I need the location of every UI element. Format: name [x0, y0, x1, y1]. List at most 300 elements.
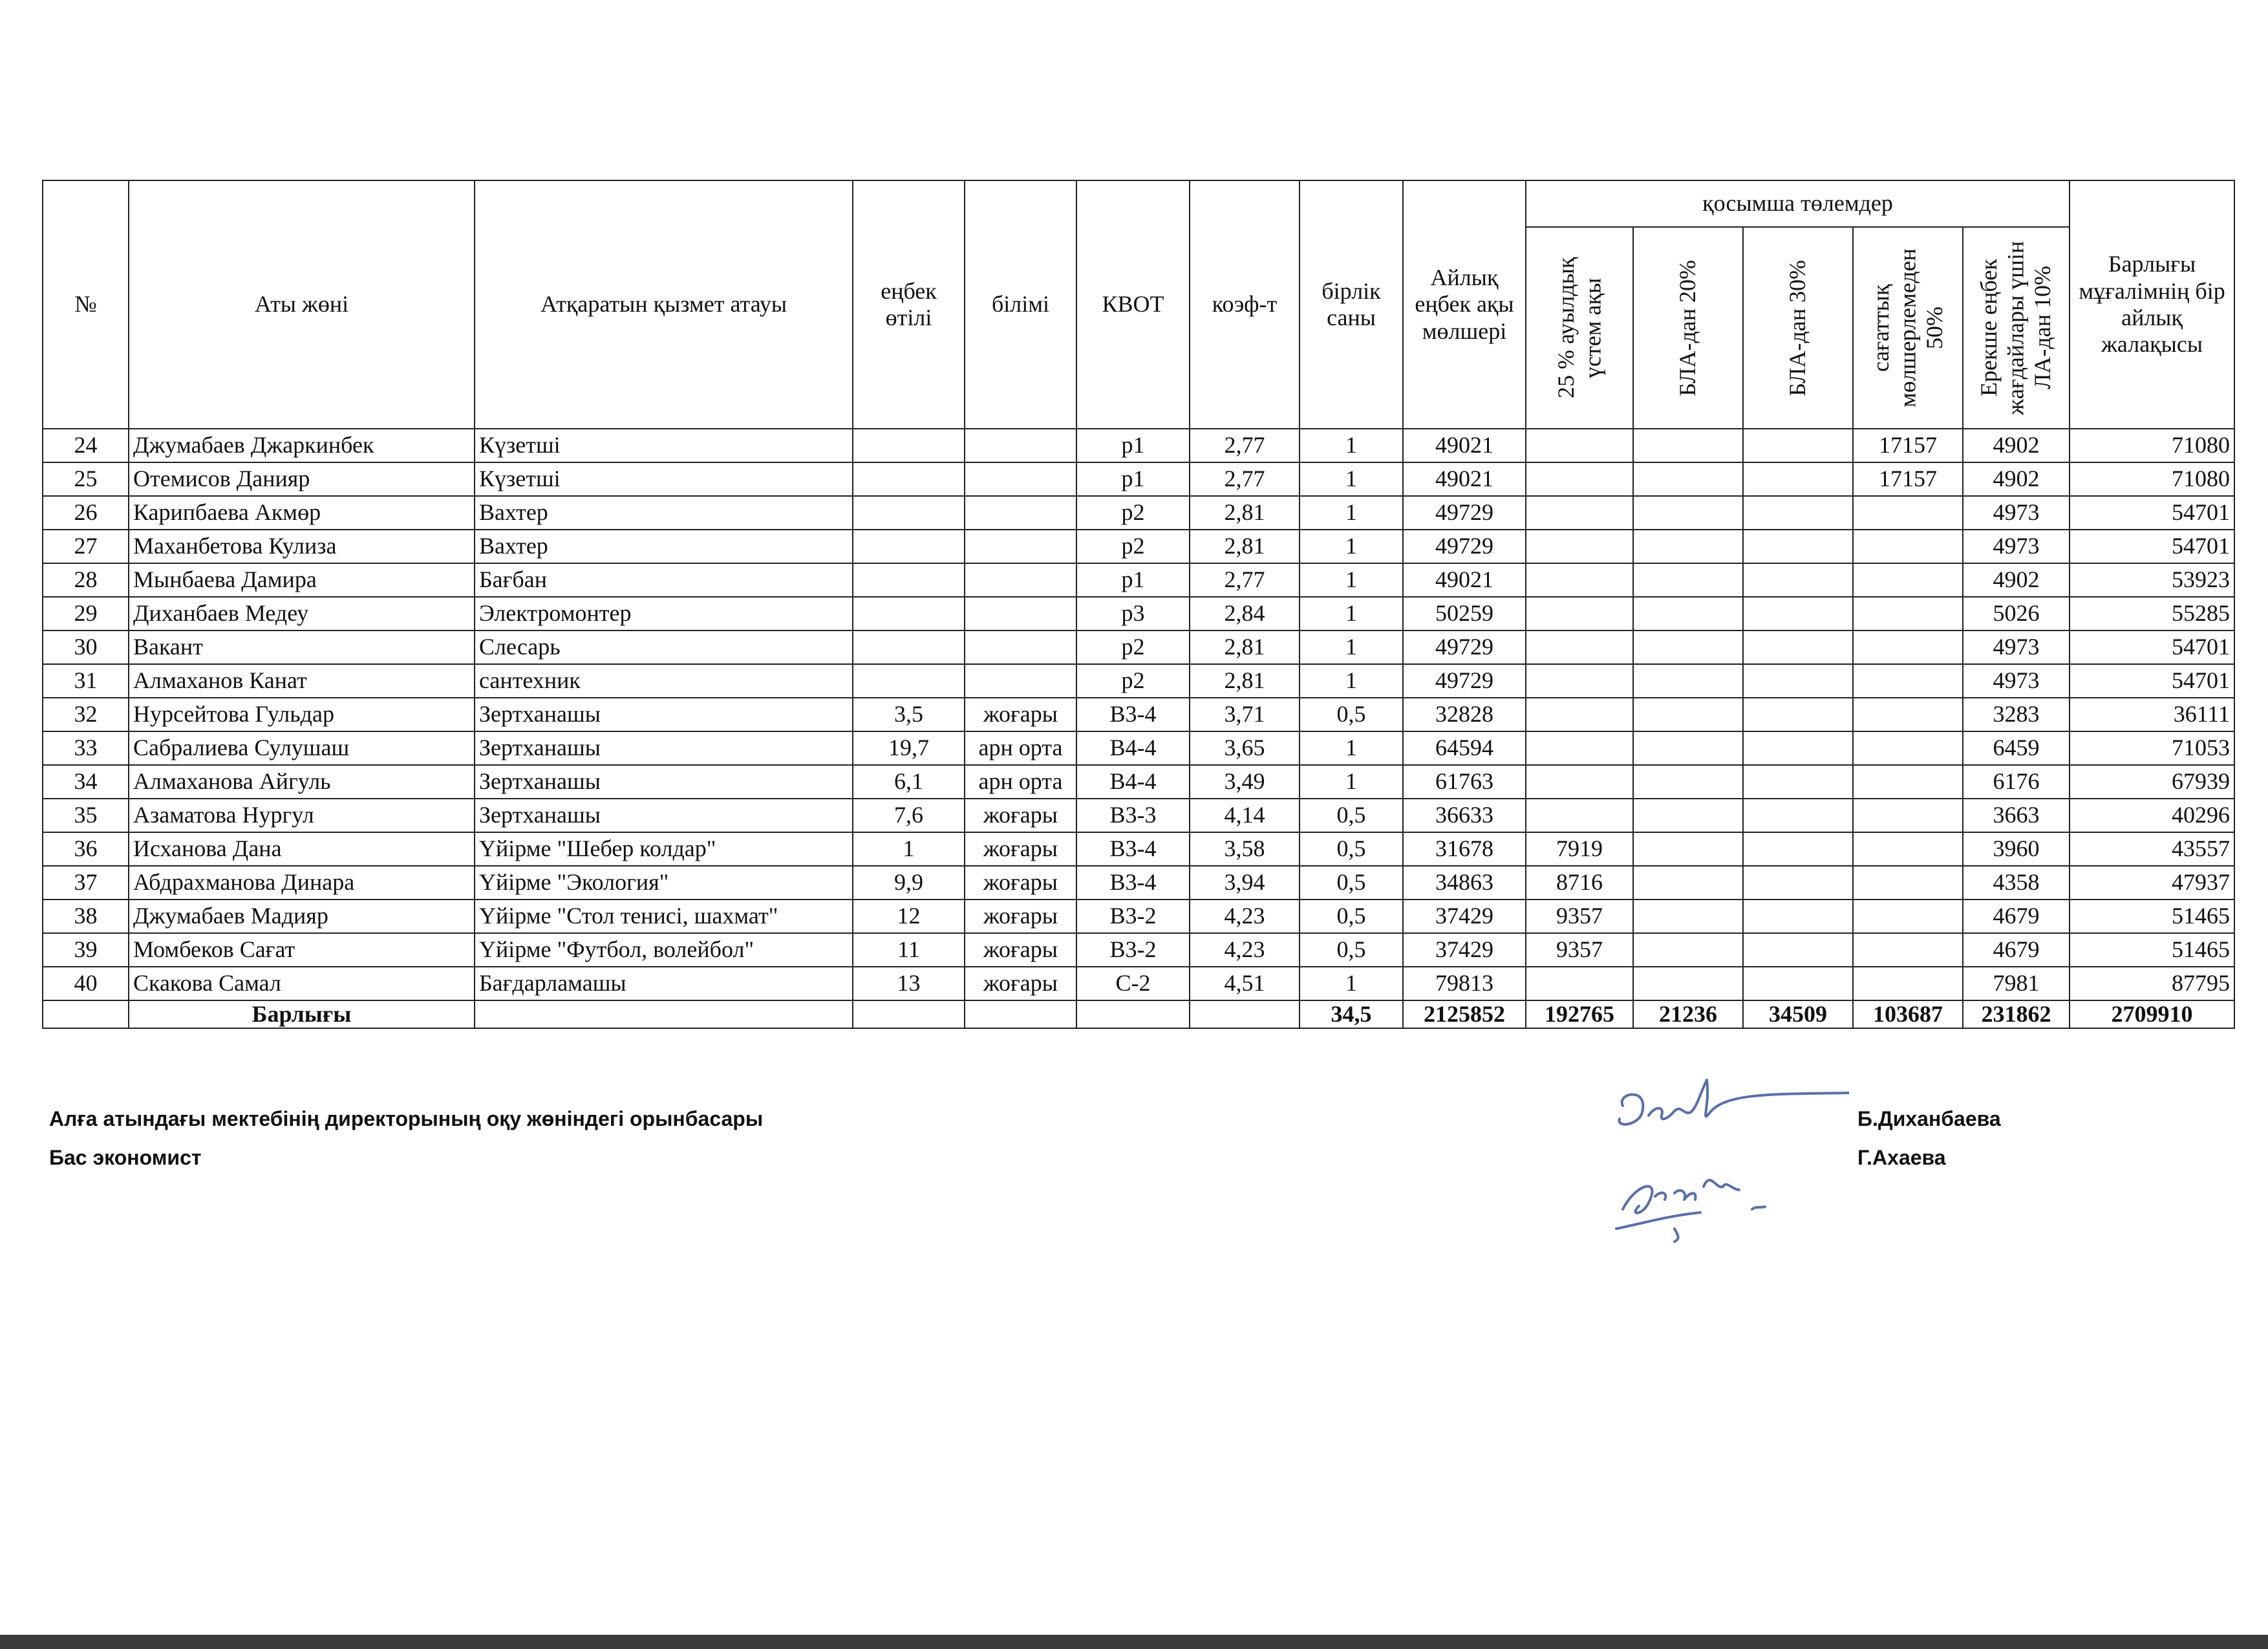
- cell-monthly: 49021: [1403, 563, 1526, 597]
- cell-education: [965, 429, 1076, 462]
- cell-experience: 3,5: [853, 698, 965, 731]
- cell-units: 0,5: [1300, 866, 1403, 900]
- cell-units: 1: [1300, 967, 1403, 1000]
- cell-special10: 4973: [1963, 530, 2070, 563]
- cell-units: 0,5: [1300, 698, 1403, 731]
- cell-special10: 4679: [1963, 900, 2070, 933]
- cell-num: 26: [43, 496, 129, 530]
- cell-units: 1: [1300, 429, 1403, 462]
- cell-bla20: [1633, 698, 1743, 731]
- cell-units: 0,5: [1300, 799, 1403, 832]
- cell-monthly: 49021: [1403, 462, 1526, 496]
- cell-bla20: [1633, 967, 1743, 1000]
- cell-bla30: [1743, 462, 1853, 496]
- cell-name: Маханбетова Кулиза: [129, 530, 475, 563]
- cell-bla20: [1633, 630, 1743, 664]
- cell-special10: 4973: [1963, 496, 2070, 530]
- cell-education: [965, 530, 1076, 563]
- table-row: [43, 933, 2234, 967]
- header-bla30: БЛА-дан 30%: [1743, 227, 1853, 429]
- totals-bla20: 21236: [1633, 1000, 1743, 1028]
- header-monthly-salary: Айлық еңбек ақы мөлшері: [1403, 180, 1526, 429]
- cell-hourly50: [1853, 866, 1963, 900]
- cell-total: 36111: [2070, 698, 2234, 731]
- cell-education: жоғары: [965, 866, 1076, 900]
- cell-bla20: [1633, 799, 1743, 832]
- cell-rural25: [1526, 664, 1633, 698]
- cell-rural25: [1526, 530, 1633, 563]
- cell-kvot: р1: [1076, 563, 1190, 597]
- cell-coef: 2,77: [1190, 429, 1300, 462]
- cell-total: 67939: [2070, 765, 2234, 799]
- totals-special10: 231862: [1963, 1000, 2070, 1028]
- cell-name: Карипбаева Акмөр: [129, 496, 475, 530]
- economist-name: Г.Ахаева: [1857, 1146, 1946, 1169]
- table-row: [43, 866, 2234, 900]
- cell-coef: 2,81: [1190, 530, 1300, 563]
- cell-coef: 2,77: [1190, 563, 1300, 597]
- cell-position: Үйірме "Футбол, волейбол": [475, 933, 853, 967]
- cell-num: 33: [43, 731, 129, 765]
- cell-education: [965, 597, 1076, 630]
- cell-experience: [853, 462, 965, 496]
- cell-monthly: 49729: [1403, 530, 1526, 563]
- cell-num: 38: [43, 900, 129, 933]
- cell-rural25: [1526, 563, 1633, 597]
- header-special10: Ерекше еңбек жағдайлары үшін ЛА-дан 10%: [1963, 227, 2070, 429]
- cell-total: 71080: [2070, 429, 2234, 462]
- cell-position: Вахтер: [475, 530, 853, 563]
- cell-units: 1: [1300, 530, 1403, 563]
- cell-name: Алмаханова Айгуль: [129, 765, 475, 799]
- totals-rural25: 192765: [1526, 1000, 1633, 1028]
- cell-num: 40: [43, 967, 129, 1000]
- cell-units: 1: [1300, 563, 1403, 597]
- cell-rural25: [1526, 731, 1633, 765]
- cell-bla30: [1743, 765, 1853, 799]
- cell-units: 1: [1300, 597, 1403, 630]
- cell-hourly50: 17157: [1853, 462, 1963, 496]
- cell-hourly50: [1853, 799, 1963, 832]
- totals-units: 34,5: [1300, 1000, 1403, 1028]
- cell-num: 39: [43, 933, 129, 967]
- cell-special10: 3283: [1963, 698, 2070, 731]
- cell-monthly: 79813: [1403, 967, 1526, 1000]
- cell-total: 87795: [2070, 967, 2234, 1000]
- totals-kvot: [1076, 1000, 1190, 1028]
- table-row: [43, 563, 2234, 597]
- cell-hourly50: 17157: [1853, 429, 1963, 462]
- header-name: Аты жөні: [129, 180, 475, 429]
- table-row: [43, 429, 2234, 462]
- cell-bla20: [1633, 933, 1743, 967]
- cell-special10: 4902: [1963, 429, 2070, 462]
- cell-total: 47937: [2070, 866, 2234, 900]
- cell-experience: [853, 597, 965, 630]
- cell-hourly50: [1853, 765, 1963, 799]
- cell-monthly: 37429: [1403, 933, 1526, 967]
- cell-num: 35: [43, 799, 129, 832]
- table-row: [43, 832, 2234, 866]
- cell-hourly50: [1853, 496, 1963, 530]
- cell-num: 27: [43, 530, 129, 563]
- cell-special10: 4973: [1963, 664, 2070, 698]
- cell-units: 0,5: [1300, 900, 1403, 933]
- cell-bla30: [1743, 967, 1853, 1000]
- totals-monthly: 2125852: [1403, 1000, 1526, 1028]
- cell-rural25: [1526, 597, 1633, 630]
- cell-experience: [853, 563, 965, 597]
- cell-hourly50: [1853, 630, 1963, 664]
- cell-kvot: р1: [1076, 429, 1190, 462]
- cell-name: Диханбаев Медеу: [129, 597, 475, 630]
- cell-units: 1: [1300, 731, 1403, 765]
- cell-experience: [853, 664, 965, 698]
- cell-total: 54701: [2070, 630, 2234, 664]
- cell-monthly: 34863: [1403, 866, 1526, 900]
- cell-total: 53923: [2070, 563, 2234, 597]
- cell-num: 30: [43, 630, 129, 664]
- cell-special10: 3663: [1963, 799, 2070, 832]
- totals-education: [965, 1000, 1076, 1028]
- totals-hourly50: 103687: [1853, 1000, 1963, 1028]
- cell-total: 51465: [2070, 900, 2234, 933]
- cell-kvot: р1: [1076, 462, 1190, 496]
- cell-num: 34: [43, 765, 129, 799]
- cell-name: Мынбаева Дамира: [129, 563, 475, 597]
- scan-bottom-edge: [0, 1635, 2268, 1649]
- cell-monthly: 64594: [1403, 731, 1526, 765]
- cell-kvot: С-2: [1076, 967, 1190, 1000]
- cell-special10: 4902: [1963, 462, 2070, 496]
- cell-education: жоғары: [965, 698, 1076, 731]
- cell-hourly50: [1853, 967, 1963, 1000]
- cell-experience: 12: [853, 900, 965, 933]
- cell-coef: 3,49: [1190, 765, 1300, 799]
- cell-position: Зертханашы: [475, 765, 853, 799]
- table-row: [43, 597, 2234, 630]
- header-education: білімі: [965, 180, 1076, 429]
- cell-coef: 3,94: [1190, 866, 1300, 900]
- cell-special10: 6459: [1963, 731, 2070, 765]
- header-total-teacher: Барлығы мұғалімнің бір айлық жалақысы: [2070, 180, 2234, 429]
- cell-total: 54701: [2070, 530, 2234, 563]
- cell-name: Вакант: [129, 630, 475, 664]
- cell-bla20: [1633, 496, 1743, 530]
- cell-coef: 2,81: [1190, 630, 1300, 664]
- totals-total: 2709910: [2070, 1000, 2234, 1028]
- header-hourly50: сағаттық мөлшерлемеден 50%: [1853, 227, 1963, 429]
- table-row: [43, 765, 2234, 799]
- cell-hourly50: [1853, 597, 1963, 630]
- cell-monthly: 49729: [1403, 496, 1526, 530]
- cell-coef: 2,81: [1190, 664, 1300, 698]
- cell-monthly: 32828: [1403, 698, 1526, 731]
- cell-name: Исханова Дана: [129, 832, 475, 866]
- cell-education: [965, 664, 1076, 698]
- cell-name: Сабралиева Сулушаш: [129, 731, 475, 765]
- totals-experience: [853, 1000, 965, 1028]
- cell-position: Үйірме "Стол тенисі, шахмат": [475, 900, 853, 933]
- cell-hourly50: [1853, 530, 1963, 563]
- cell-position: Зертханашы: [475, 731, 853, 765]
- totals-num: [43, 1000, 129, 1028]
- cell-kvot: р2: [1076, 664, 1190, 698]
- cell-education: жоғары: [965, 900, 1076, 933]
- cell-education: [965, 630, 1076, 664]
- cell-units: 1: [1300, 496, 1403, 530]
- cell-bla20: [1633, 563, 1743, 597]
- cell-experience: 6,1: [853, 765, 965, 799]
- cell-kvot: В3-3: [1076, 799, 1190, 832]
- cell-num: 29: [43, 597, 129, 630]
- cell-monthly: 49729: [1403, 664, 1526, 698]
- cell-coef: 2,84: [1190, 597, 1300, 630]
- cell-position: Үйірме "Экология": [475, 866, 853, 900]
- cell-coef: 4,14: [1190, 799, 1300, 832]
- cell-bla30: [1743, 731, 1853, 765]
- cell-name: Джумабаев Джаркинбек: [129, 429, 475, 462]
- cell-kvot: В4-4: [1076, 765, 1190, 799]
- cell-experience: [853, 429, 965, 462]
- table-body: [43, 429, 2234, 1000]
- cell-education: жоғары: [965, 933, 1076, 967]
- cell-bla30: [1743, 630, 1853, 664]
- salary-table: [42, 180, 2235, 1029]
- cell-special10: 4679: [1963, 933, 2070, 967]
- cell-units: 1: [1300, 462, 1403, 496]
- cell-hourly50: [1853, 900, 1963, 933]
- cell-position: Үйірме "Шебер колдар": [475, 832, 853, 866]
- cell-num: 37: [43, 866, 129, 900]
- cell-coef: 3,71: [1190, 698, 1300, 731]
- cell-bla20: [1633, 664, 1743, 698]
- header-additional-payments: қосымша төлемдер: [1526, 180, 2070, 227]
- cell-monthly: 61763: [1403, 765, 1526, 799]
- cell-name: Скакова Самал: [129, 967, 475, 1000]
- cell-special10: 6176: [1963, 765, 2070, 799]
- cell-experience: 7,6: [853, 799, 965, 832]
- header-experience: еңбек өтілі: [853, 180, 965, 429]
- cell-experience: [853, 496, 965, 530]
- cell-bla30: [1743, 799, 1853, 832]
- header-num: №: [43, 180, 129, 429]
- table-row: [43, 900, 2234, 933]
- cell-coef: 2,81: [1190, 496, 1300, 530]
- cell-kvot: В3-2: [1076, 933, 1190, 967]
- cell-rural25: 7919: [1526, 832, 1633, 866]
- signatures-image: [1578, 1054, 1849, 1248]
- cell-num: 31: [43, 664, 129, 698]
- cell-hourly50: [1853, 664, 1963, 698]
- cell-total: 54701: [2070, 664, 2234, 698]
- cell-coef: 4,51: [1190, 967, 1300, 1000]
- cell-num: 36: [43, 832, 129, 866]
- cell-bla20: [1633, 530, 1743, 563]
- cell-rural25: [1526, 429, 1633, 462]
- cell-kvot: р2: [1076, 530, 1190, 563]
- cell-kvot: В3-4: [1076, 832, 1190, 866]
- cell-coef: 2,77: [1190, 462, 1300, 496]
- cell-bla30: [1743, 866, 1853, 900]
- cell-rural25: [1526, 496, 1633, 530]
- cell-position: Слесарь: [475, 630, 853, 664]
- cell-position: Зертханашы: [475, 799, 853, 832]
- cell-monthly: 37429: [1403, 900, 1526, 933]
- cell-position: Күзетші: [475, 462, 853, 496]
- cell-num: 32: [43, 698, 129, 731]
- cell-bla20: [1633, 731, 1743, 765]
- cell-kvot: р2: [1076, 496, 1190, 530]
- cell-experience: [853, 630, 965, 664]
- cell-total: 51465: [2070, 933, 2234, 967]
- cell-bla30: [1743, 496, 1853, 530]
- cell-bla30: [1743, 530, 1853, 563]
- header-rural25: 25 % ауылдық үстем ақы: [1526, 227, 1633, 429]
- cell-num: 28: [43, 563, 129, 597]
- cell-bla30: [1743, 563, 1853, 597]
- header-units: бірлік саны: [1300, 180, 1403, 429]
- cell-rural25: [1526, 630, 1633, 664]
- cell-coef: 4,23: [1190, 933, 1300, 967]
- cell-special10: 5026: [1963, 597, 2070, 630]
- cell-units: 0,5: [1300, 933, 1403, 967]
- cell-position: Бағбан: [475, 563, 853, 597]
- table-header: [43, 180, 2234, 429]
- header-position: Атқаратын қызмет атауы: [475, 180, 853, 429]
- table-row: [43, 967, 2234, 1000]
- deputy-title: Алға атындағы мектебінің директорының оқу жөніндегі орынбасары: [49, 1107, 764, 1130]
- cell-experience: 13: [853, 967, 965, 1000]
- cell-num: 24: [43, 429, 129, 462]
- cell-total: 40296: [2070, 799, 2234, 832]
- cell-bla20: [1633, 866, 1743, 900]
- cell-bla30: [1743, 698, 1853, 731]
- cell-units: 0,5: [1300, 832, 1403, 866]
- totals-position: [475, 1000, 853, 1028]
- totals-bla30: 34509: [1743, 1000, 1853, 1028]
- cell-coef: 3,65: [1190, 731, 1300, 765]
- cell-coef: 4,23: [1190, 900, 1300, 933]
- cell-monthly: 50259: [1403, 597, 1526, 630]
- cell-special10: 4358: [1963, 866, 2070, 900]
- cell-name: Нурсейтова Гульдар: [129, 698, 475, 731]
- cell-hourly50: [1853, 731, 1963, 765]
- cell-kvot: р3: [1076, 597, 1190, 630]
- cell-position: Электромонтер: [475, 597, 853, 630]
- cell-education: арн орта: [965, 765, 1076, 799]
- header-coef: коэф-т: [1190, 180, 1300, 429]
- table-row: [43, 664, 2234, 698]
- cell-total: 43557: [2070, 832, 2234, 866]
- table-row: [43, 496, 2234, 530]
- cell-position: Вахтер: [475, 496, 853, 530]
- cell-bla20: [1633, 597, 1743, 630]
- cell-rural25: [1526, 967, 1633, 1000]
- cell-units: 1: [1300, 664, 1403, 698]
- cell-bla20: [1633, 900, 1743, 933]
- totals-label: Барлығы: [129, 1000, 475, 1028]
- cell-position: сантехник: [475, 664, 853, 698]
- cell-name: Джумабаев Мадияр: [129, 900, 475, 933]
- totals-coef: [1190, 1000, 1300, 1028]
- cell-hourly50: [1853, 933, 1963, 967]
- table-row: [43, 630, 2234, 664]
- cell-education: [965, 462, 1076, 496]
- cell-experience: [853, 530, 965, 563]
- cell-bla30: [1743, 429, 1853, 462]
- economist-title: Бас экономист: [49, 1146, 202, 1169]
- cell-coef: 3,58: [1190, 832, 1300, 866]
- cell-hourly50: [1853, 832, 1963, 866]
- cell-bla20: [1633, 765, 1743, 799]
- cell-num: 25: [43, 462, 129, 496]
- cell-experience: 19,7: [853, 731, 965, 765]
- cell-name: Отемисов Данияр: [129, 462, 475, 496]
- cell-education: [965, 563, 1076, 597]
- cell-education: жоғары: [965, 799, 1076, 832]
- table-row: [43, 530, 2234, 563]
- cell-bla30: [1743, 933, 1853, 967]
- cell-name: Алмаханов Канат: [129, 664, 475, 698]
- cell-education: жоғары: [965, 967, 1076, 1000]
- cell-rural25: 9357: [1526, 933, 1633, 967]
- cell-special10: 4902: [1963, 563, 2070, 597]
- header-kvot: КВОТ: [1076, 180, 1190, 429]
- cell-kvot: В3-4: [1076, 866, 1190, 900]
- cell-monthly: 49729: [1403, 630, 1526, 664]
- cell-total: 55285: [2070, 597, 2234, 630]
- cell-monthly: 31678: [1403, 832, 1526, 866]
- cell-bla30: [1743, 664, 1853, 698]
- signature-dikhanbaeva: [1620, 1080, 1849, 1125]
- cell-units: 1: [1300, 630, 1403, 664]
- cell-bla30: [1743, 900, 1853, 933]
- cell-kvot: р2: [1076, 630, 1190, 664]
- cell-monthly: 49021: [1403, 429, 1526, 462]
- cell-rural25: [1526, 462, 1633, 496]
- cell-total: 54701: [2070, 496, 2234, 530]
- cell-rural25: 8716: [1526, 866, 1633, 900]
- cell-position: Зертханашы: [475, 698, 853, 731]
- table-row: [43, 698, 2234, 731]
- cell-bla30: [1743, 832, 1853, 866]
- deputy-name: Б.Диханбаева: [1857, 1107, 2001, 1130]
- header-bla20: БЛА-дан 20%: [1633, 227, 1743, 429]
- cell-experience: 11: [853, 933, 965, 967]
- cell-education: жоғары: [965, 832, 1076, 866]
- cell-name: Азаматова Нургул: [129, 799, 475, 832]
- cell-position: Бағдарламашы: [475, 967, 853, 1000]
- cell-experience: 9,9: [853, 866, 965, 900]
- cell-hourly50: [1853, 563, 1963, 597]
- cell-bla20: [1633, 832, 1743, 866]
- cell-bla20: [1633, 429, 1743, 462]
- table-row: [43, 731, 2234, 765]
- cell-kvot: В3-4: [1076, 698, 1190, 731]
- cell-units: 1: [1300, 765, 1403, 799]
- cell-name: Абдрахманова Динара: [129, 866, 475, 900]
- cell-kvot: В4-4: [1076, 731, 1190, 765]
- cell-kvot: В3-2: [1076, 900, 1190, 933]
- cell-rural25: [1526, 765, 1633, 799]
- cell-education: арн орта: [965, 731, 1076, 765]
- cell-special10: 3960: [1963, 832, 2070, 866]
- cell-experience: 1: [853, 832, 965, 866]
- cell-name: Момбеков Сағат: [129, 933, 475, 967]
- cell-rural25: 9357: [1526, 900, 1633, 933]
- cell-rural25: [1526, 799, 1633, 832]
